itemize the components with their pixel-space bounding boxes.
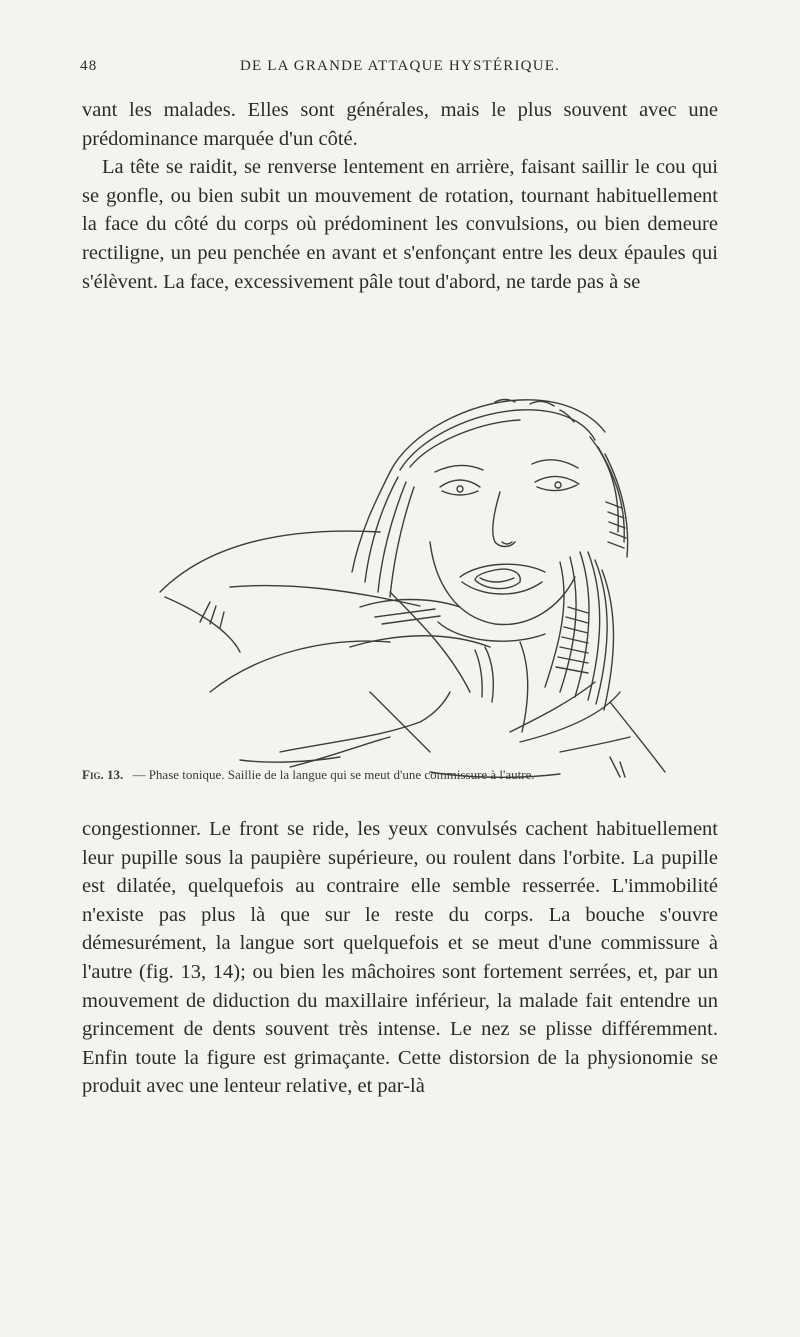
paragraph: congestionner. Le front se ride, les yeux convulsés cachent habituellement leur pupille sous la paupière supérieure, ou roulent dans l'orbite. La pupille est dilatée, quelquefois au contraire elle semble resserrée. L'immobilité n'existe pas plus là que sur le reste du corps. La bouche s'ouvre démesurément, la langue sort quelquefois et se meut d'une commissure à l'autre (fig. 13, 14); ou bien les mâchoires sont fortement serrées, et, par un mouvement de diduction du maxillaire inférieur, la malade fait entendre un grincement de dents souvent très intense. Le nez se plisse différemment. Enfin toute la figure est grimaçante. Cette distorsion de la physionomie se produit avec une lenteur relative, et par-là <box>82 818 718 1098</box>
page-header <box>80 58 720 84</box>
top-text-block <box>82 96 718 296</box>
figure-caption <box>82 767 722 783</box>
figure-label: Fig. 13. <box>82 767 124 782</box>
figure-caption-text: — Phase tonique. Saillie de la langue qui se meut d'une commissure à l'autre. <box>132 767 535 782</box>
running-title: DE LA GRANDE ATTAQUE HYSTÉRIQUE. <box>239 58 561 74</box>
figure-illustration <box>90 392 730 794</box>
bottom-text-block <box>82 815 718 1101</box>
page-number: 48 <box>80 58 98 74</box>
tonic-phase-engraving <box>90 392 730 794</box>
paragraph: La tête se raidit, se renverse lentement en arrière, faisant saillir le cou qui se gonfle, ou bien subit un mouvement de rotation, tournant habituellement la face du côté du corps où prédominent les convulsions, ou bien demeure rectiligne, un peu penchée en avant et s'enfonçant entre les deux épaules qui s'élèvent. La face, excessivement pâle tout d'abord, ne tarde pas à se <box>82 156 718 293</box>
paragraph: vant les malades. Elles sont générales, mais le plus souvent avec une prédominance marquée d'un côté. <box>82 99 718 150</box>
